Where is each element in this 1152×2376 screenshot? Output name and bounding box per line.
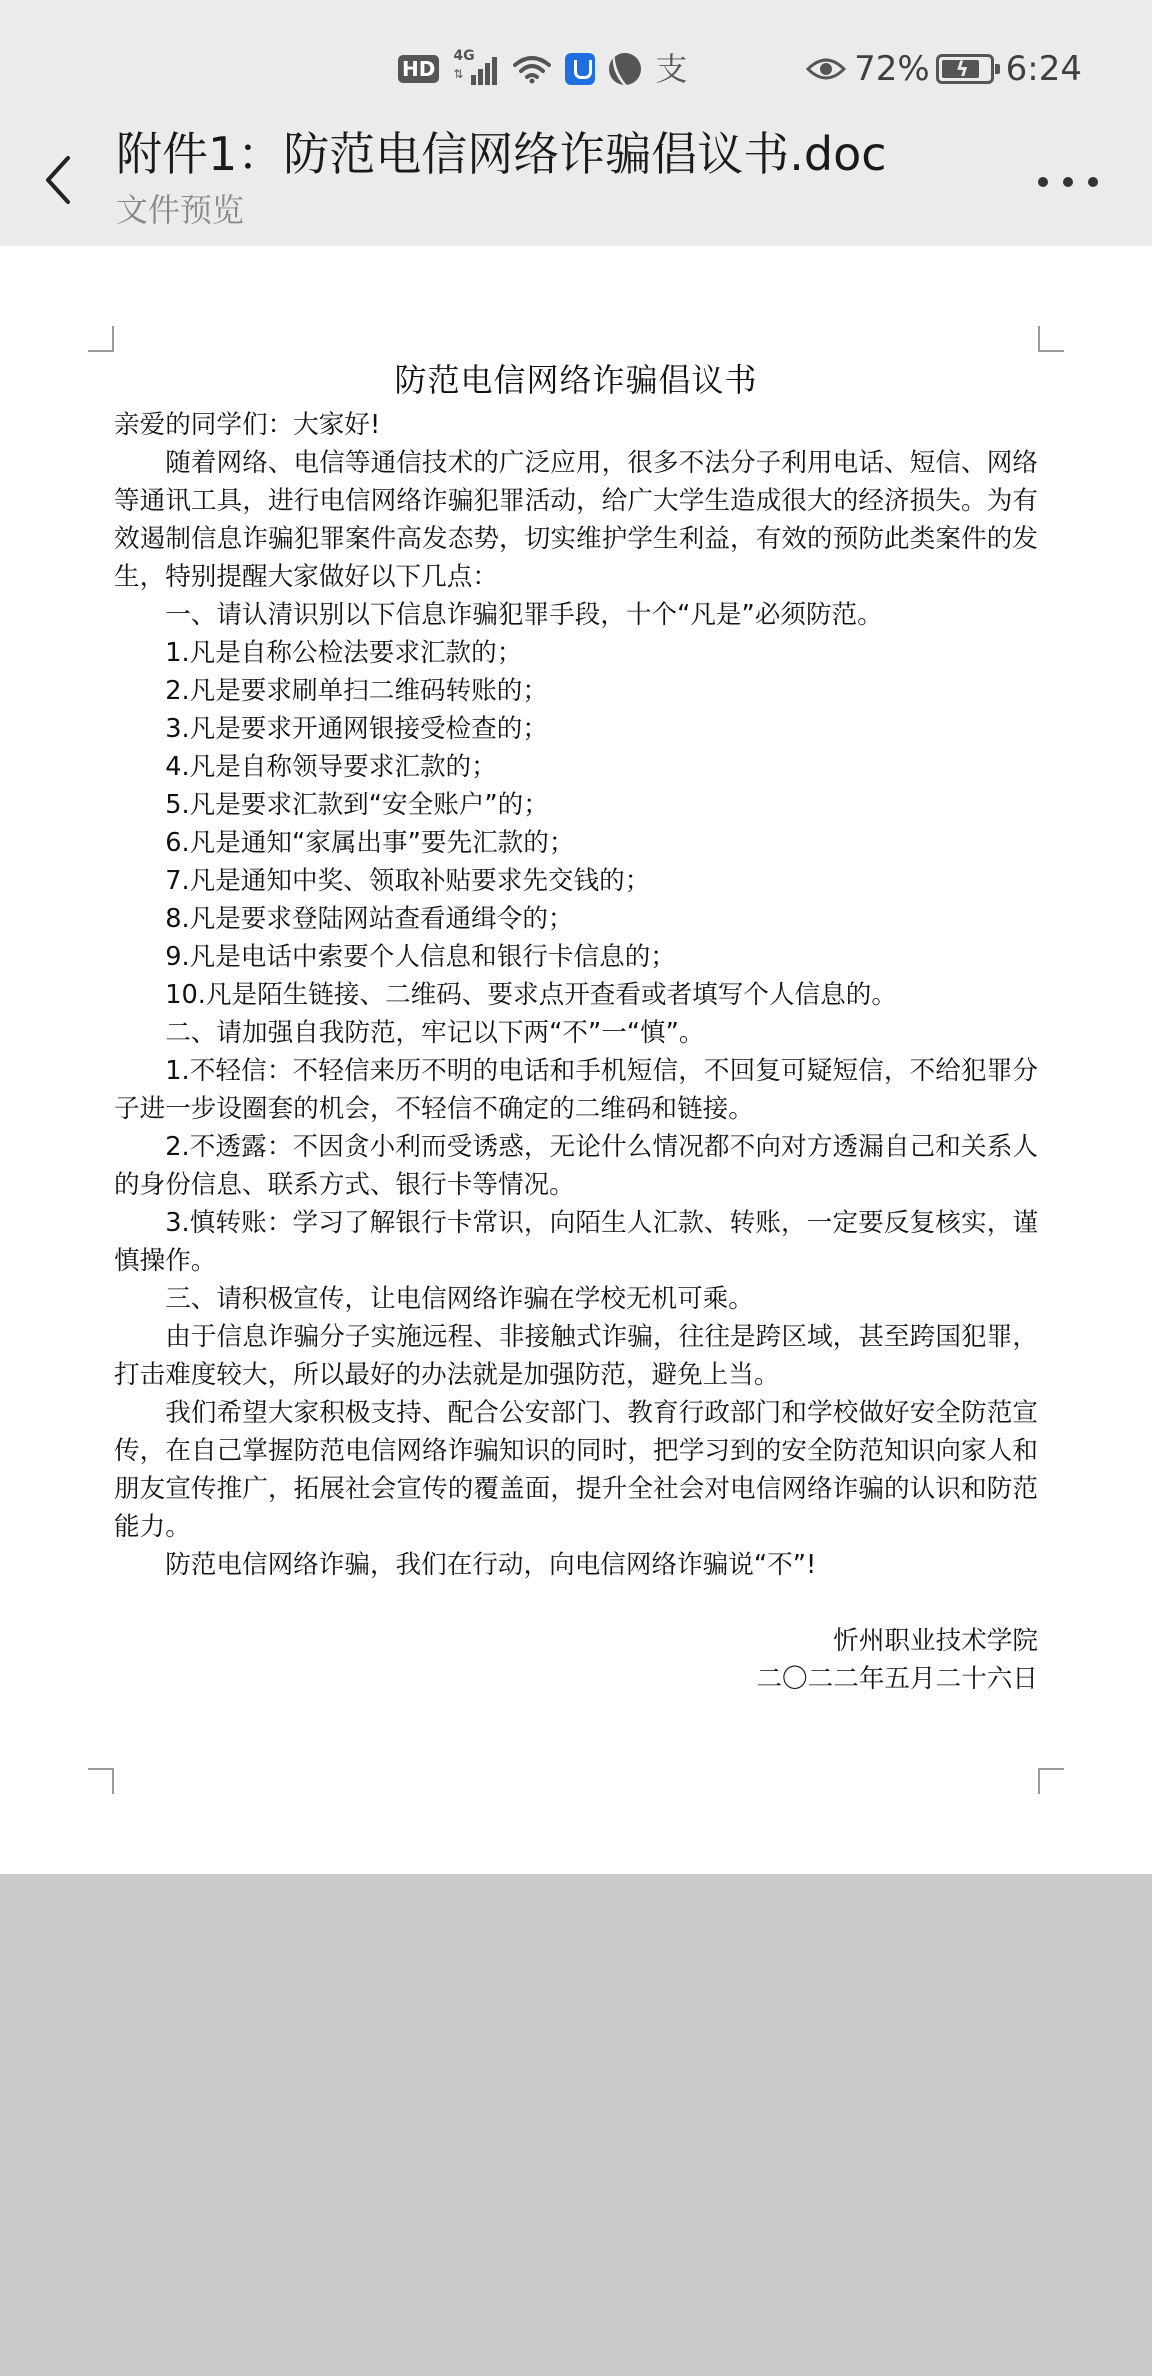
hd-icon: HD xyxy=(398,55,439,83)
battery-percentage: 72% xyxy=(854,49,930,89)
cellular-signal-icon xyxy=(453,48,499,87)
crop-mark-top-left xyxy=(88,326,114,352)
greeting: 亲爱的同学们：大家好! xyxy=(114,410,381,440)
paragraph: 一、请认清识别以下信息诈骗犯罪手段，十个“凡是”必须防范。 xyxy=(165,600,883,630)
paragraph: 我们希望大家积极支持、配合公安部门、教育行政部门和学校做好安全防范宣传，在自己掌握防范电信网络诈骗知识的同时，把学习到的安全防范知识向家人和朋友宣传推广，拓展社会宣传的覆盖面，提升全社会对电信网络诈骗的认识和防范能力。 xyxy=(114,1398,1038,1542)
list-item: 4.凡是自称领导要求汇款的； xyxy=(165,752,497,782)
paragraph: 三、请积极宣传，让电信网络诈骗在学校无机可乘。 xyxy=(165,1284,754,1314)
status-left-icons xyxy=(398,46,701,92)
preview-label: 文件预览 xyxy=(116,191,245,229)
crop-mark-top-right xyxy=(1038,326,1064,352)
paragraph: 二、请加强自我防范，牢记以下两“不”一“慎”。 xyxy=(165,1018,705,1048)
list-item: 9.凡是电话中索要个人信息和银行卡信息的； xyxy=(165,942,676,972)
paragraph: 1.不轻信：不轻信来历不明的电话和手机短信，不回复可疑短信，不给犯罪分子进一步设圈套的机会，不轻信不确定的二维码和链接。 xyxy=(114,1056,1038,1124)
paragraph: 由于信息诈骗分子实施远程、非接触式诈骗，往往是跨区域，甚至跨国犯罪，打击难度较大，所以最好的办法就是加强防范，避免上当。 xyxy=(114,1322,1038,1390)
signature: 忻州职业技术学院 xyxy=(833,1626,1038,1656)
list-item: 5.凡是要求汇款到“安全账户”的； xyxy=(165,790,549,820)
status-bar xyxy=(0,38,1152,98)
paragraph: 2.不透露：不因贪小利而受诱惑，无论什么情况都不向对方透漏自己和关系人的身份信息、联系方式、银行卡等情况。 xyxy=(114,1132,1038,1200)
list-item: 3.凡是要求开通网银接受检查的； xyxy=(165,714,548,744)
clock: 6:24 xyxy=(1005,49,1082,89)
list-item: 8.凡是要求登陆网站查看通缉令的； xyxy=(165,904,574,934)
app-notification-icon xyxy=(609,53,641,85)
list-item: 10.凡是陌生链接、二维码、要求点开查看或者填写个人信息的。 xyxy=(165,980,897,1010)
status-right-icons xyxy=(806,46,1082,92)
app-bar xyxy=(0,110,1152,246)
signature-date: 二〇二二年五月二十六日 xyxy=(756,1664,1038,1694)
top-bar xyxy=(0,0,1152,246)
more-options-icon[interactable] xyxy=(1038,172,1098,192)
crop-mark-bottom-right xyxy=(1038,1768,1064,1794)
security-shield-icon xyxy=(565,53,595,85)
list-item: 7.凡是通知中奖、领取补贴要求先交钱的； xyxy=(165,866,651,896)
list-item: 1.凡是自称公检法要求汇款的； xyxy=(165,638,523,668)
list-item: 2.凡是要求刷单扫二维码转账的； xyxy=(165,676,548,706)
document-title: 附件1：防范电信网络诈骗倡议书.doc xyxy=(116,127,887,181)
battery-icon xyxy=(936,54,994,84)
eye-comfort-icon xyxy=(806,55,846,83)
alipay-icon: 支 xyxy=(655,50,688,88)
document-page xyxy=(0,246,1152,1874)
document-heading: 防范电信网络诈骗倡议书 xyxy=(394,361,758,399)
paragraph: 防范电信网络诈骗，我们在行动，向电信网络诈骗说“不”! xyxy=(165,1550,817,1580)
list-item: 6.凡是通知“家属出事”要先汇款的； xyxy=(165,828,575,858)
paragraph: 随着网络、电信等通信技术的广泛应用，很多不法分子利用电话、短信、网络等通讯工具，进行电信网络诈骗犯罪活动，给广大学生造成很大的经济损失。为有效遏制信息诈骗犯罪案件高发态势，切实维护学生利益，有效的预防此类案件的发生，特别提醒大家做好以下几点： xyxy=(114,448,1038,592)
document-body xyxy=(114,356,1038,1698)
back-arrow-icon[interactable] xyxy=(38,150,78,210)
network-type-label: 4G xyxy=(453,48,475,64)
charging-bolt-icon: ϟ xyxy=(955,57,969,81)
paragraph: 3.慎转账：学习了解银行卡常识，向陌生人汇款、转账，一定要反复核实，谨慎操作。 xyxy=(114,1208,1038,1276)
wifi-icon xyxy=(513,54,551,84)
crop-mark-bottom-left xyxy=(88,1768,114,1794)
data-arrows-icon: ⇅ xyxy=(453,67,464,81)
